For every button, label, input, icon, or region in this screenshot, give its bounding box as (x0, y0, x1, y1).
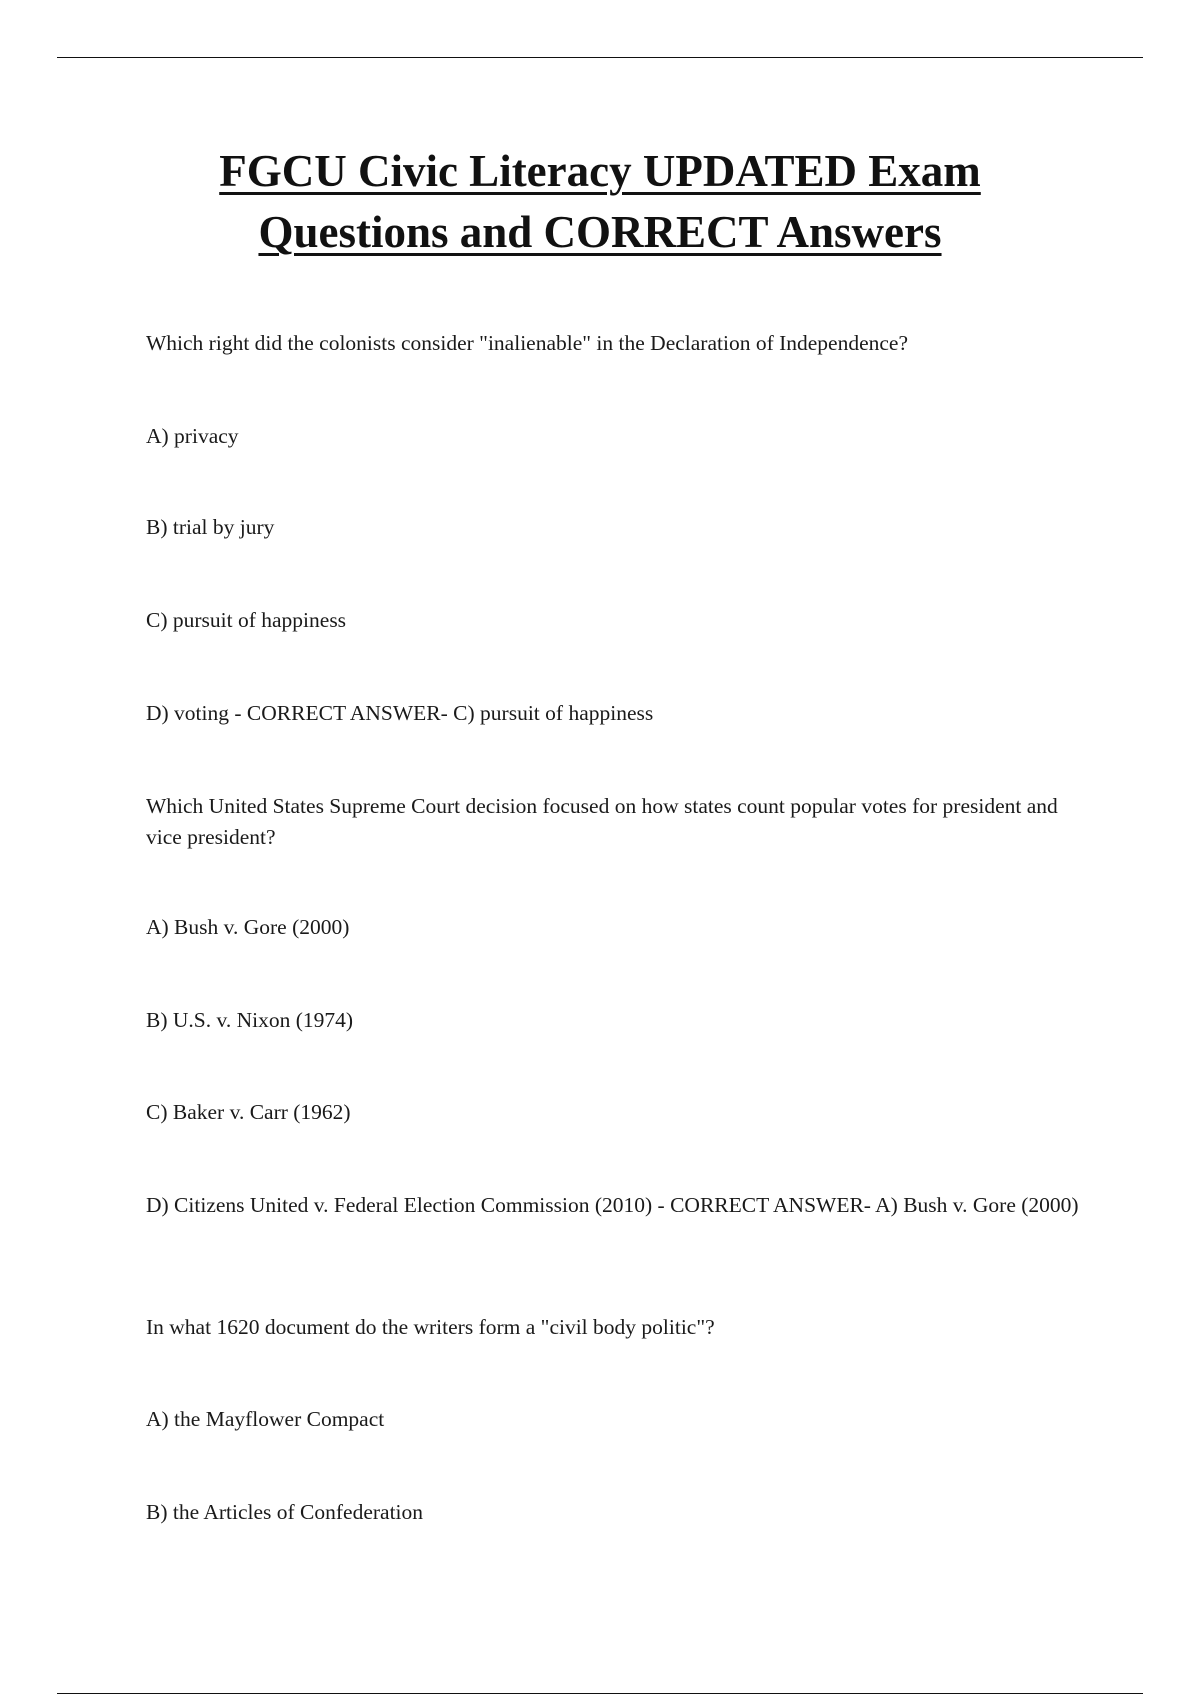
question-1-option-c: C) pursuit of happiness (146, 608, 347, 632)
question-3-option-a: A) the Mayflower Compact (146, 1407, 385, 1431)
document-title (0, 141, 1200, 263)
question-3-text: In what 1620 document do the writers form a "civil body politic"? (146, 1315, 715, 1339)
question-2-option-b: B) U.S. v. Nixon (1974) (146, 1008, 354, 1032)
question-2-option-a: A) Bush v. Gore (2000) (146, 915, 350, 939)
top-divider (57, 57, 1143, 58)
question-2-text: Which United States Supreme Court decision focused on how states count popular votes for president and vice president? (146, 794, 1058, 849)
question-2-option-d-answer: D) Citizens United v. Federal Election Commission (2010) - CORRECT ANSWER- A) Bush v. Gore (2000) (146, 1193, 1079, 1217)
question-1-option-d-answer: D) voting - CORRECT ANSWER- C) pursuit of happiness (146, 701, 654, 725)
question-2-option-c: C) Baker v. Carr (1962) (146, 1100, 351, 1124)
bottom-divider (57, 1693, 1143, 1694)
question-3-option-b: B) the Articles of Confederation (146, 1500, 424, 1524)
question-1-text: Which right did the colonists consider "inalienable" in the Declaration of Independence? (146, 331, 909, 355)
title-line-2: Questions and CORRECT Answers (258, 207, 942, 257)
question-1-option-a: A) privacy (146, 424, 239, 448)
question-1-option-b: B) trial by jury (146, 515, 275, 539)
title-line-1: FGCU Civic Literacy UPDATED Exam (219, 146, 981, 196)
